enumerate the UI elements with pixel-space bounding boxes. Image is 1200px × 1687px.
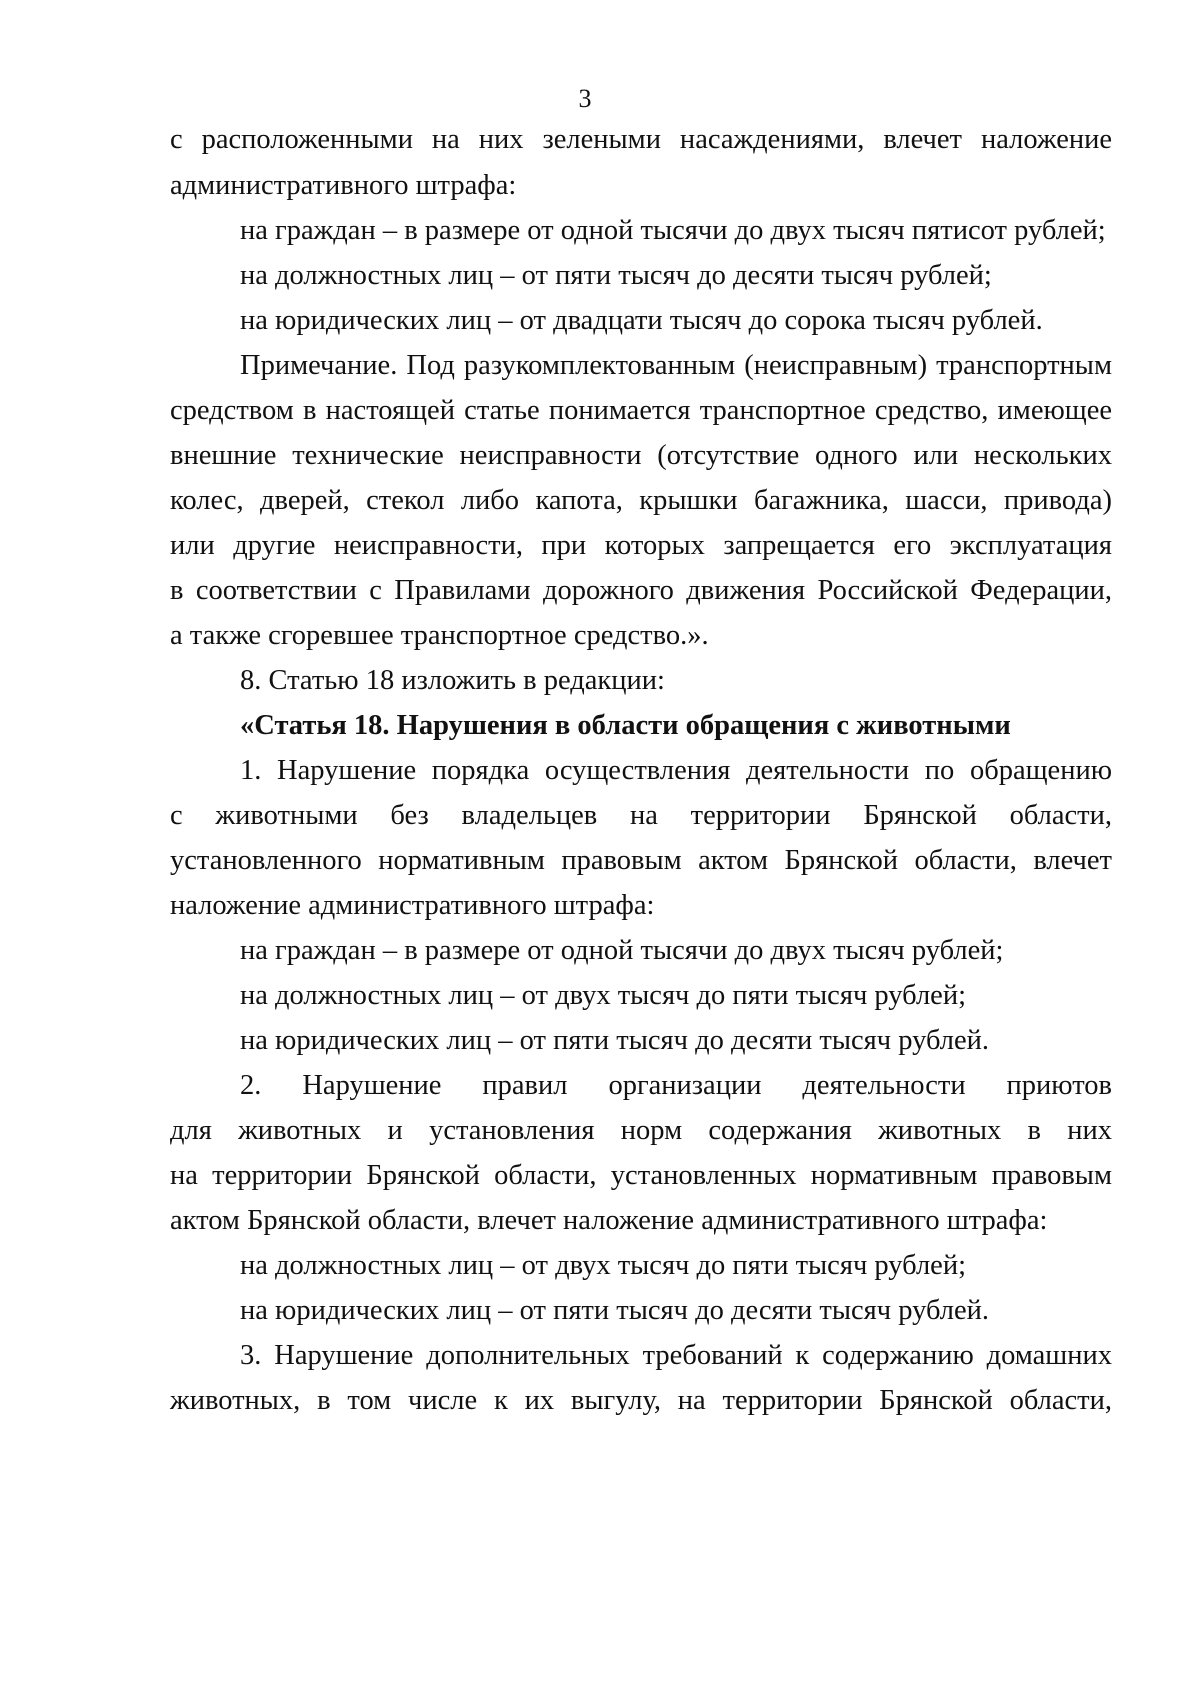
clause-1-line: установленного нормативным правовым актом Брянской области, влечет — [170, 845, 1112, 876]
article-heading: «Статья 18. Нарушения в области обращения с животными — [240, 710, 1011, 741]
clause-2-line: для животных и установления норм содержания животных в них — [170, 1115, 1112, 1146]
text-line: на граждан – в размере от одной тысячи до двух тысяч пятисот рублей; — [240, 215, 1106, 246]
penalty-line: на юридических лиц – от пяти тысяч до десяти тысяч рублей. — [240, 1025, 990, 1056]
page-number: 3 — [578, 84, 592, 113]
note-paragraph-line: внешние технические неисправности (отсутствие одного или нескольких — [170, 440, 1112, 471]
clause-1-line: с животными без владельцев на территории Брянской области, — [170, 800, 1112, 831]
note-paragraph-line: колес, дверей, стекол либо капота, крышки багажника, шасси, привода) — [170, 485, 1112, 516]
penalty-line: на граждан – в размере от одной тысячи до двух тысяч рублей; — [240, 935, 1004, 966]
clause-3-line: животных, в том числе к их выгулу, на территории Брянской области, — [170, 1385, 1112, 1416]
penalty-line: на должностных лиц – от двух тысяч до пяти тысяч рублей; — [240, 1250, 966, 1281]
note-paragraph-line: в соответствии с Правилами дорожного движения Российской Федерации, — [170, 575, 1112, 606]
text-line: на должностных лиц – от пяти тысяч до десяти тысяч рублей; — [240, 260, 992, 291]
text-line: административного штрафа: — [170, 170, 517, 201]
note-paragraph-line: а также сгоревшее транспортное средство.». — [170, 620, 709, 651]
clause-1-line: наложение административного штрафа: — [170, 890, 655, 921]
penalty-line: на юридических лиц – от пяти тысяч до десяти тысяч рублей. — [240, 1295, 990, 1326]
text-line: на юридических лиц – от двадцати тысяч до сорока тысяч рублей. — [240, 305, 1043, 336]
clause-2-line: на территории Брянской области, установленных нормативным правовым — [170, 1160, 1112, 1191]
text-line: с расположенными на них зелеными насаждениями, влечет наложение — [170, 124, 1112, 155]
penalty-line: на должностных лиц – от двух тысяч до пяти тысяч рублей; — [240, 980, 966, 1011]
amendment-item: 8. Статью 18 изложить в редакции: — [240, 665, 665, 696]
clause-3-line: 3. Нарушение дополнительных требований к содержанию домашних — [240, 1340, 1112, 1371]
clause-2-line: 2. Нарушение правил организации деятельности приютов — [240, 1070, 1112, 1101]
clause-2-line: актом Брянской области, влечет наложение административного штрафа: — [170, 1205, 1048, 1236]
note-paragraph-line: средством в настоящей статье понимается транспортное средство, имеющее — [170, 395, 1112, 426]
note-paragraph-line: Примечание. Под разукомплектованным (неисправным) транспортным — [240, 350, 1112, 381]
clause-1-line: 1. Нарушение порядка осуществления деятельности по обращению — [240, 755, 1112, 786]
note-paragraph-line: или другие неисправности, при которых запрещается его эксплуатация — [170, 530, 1112, 561]
